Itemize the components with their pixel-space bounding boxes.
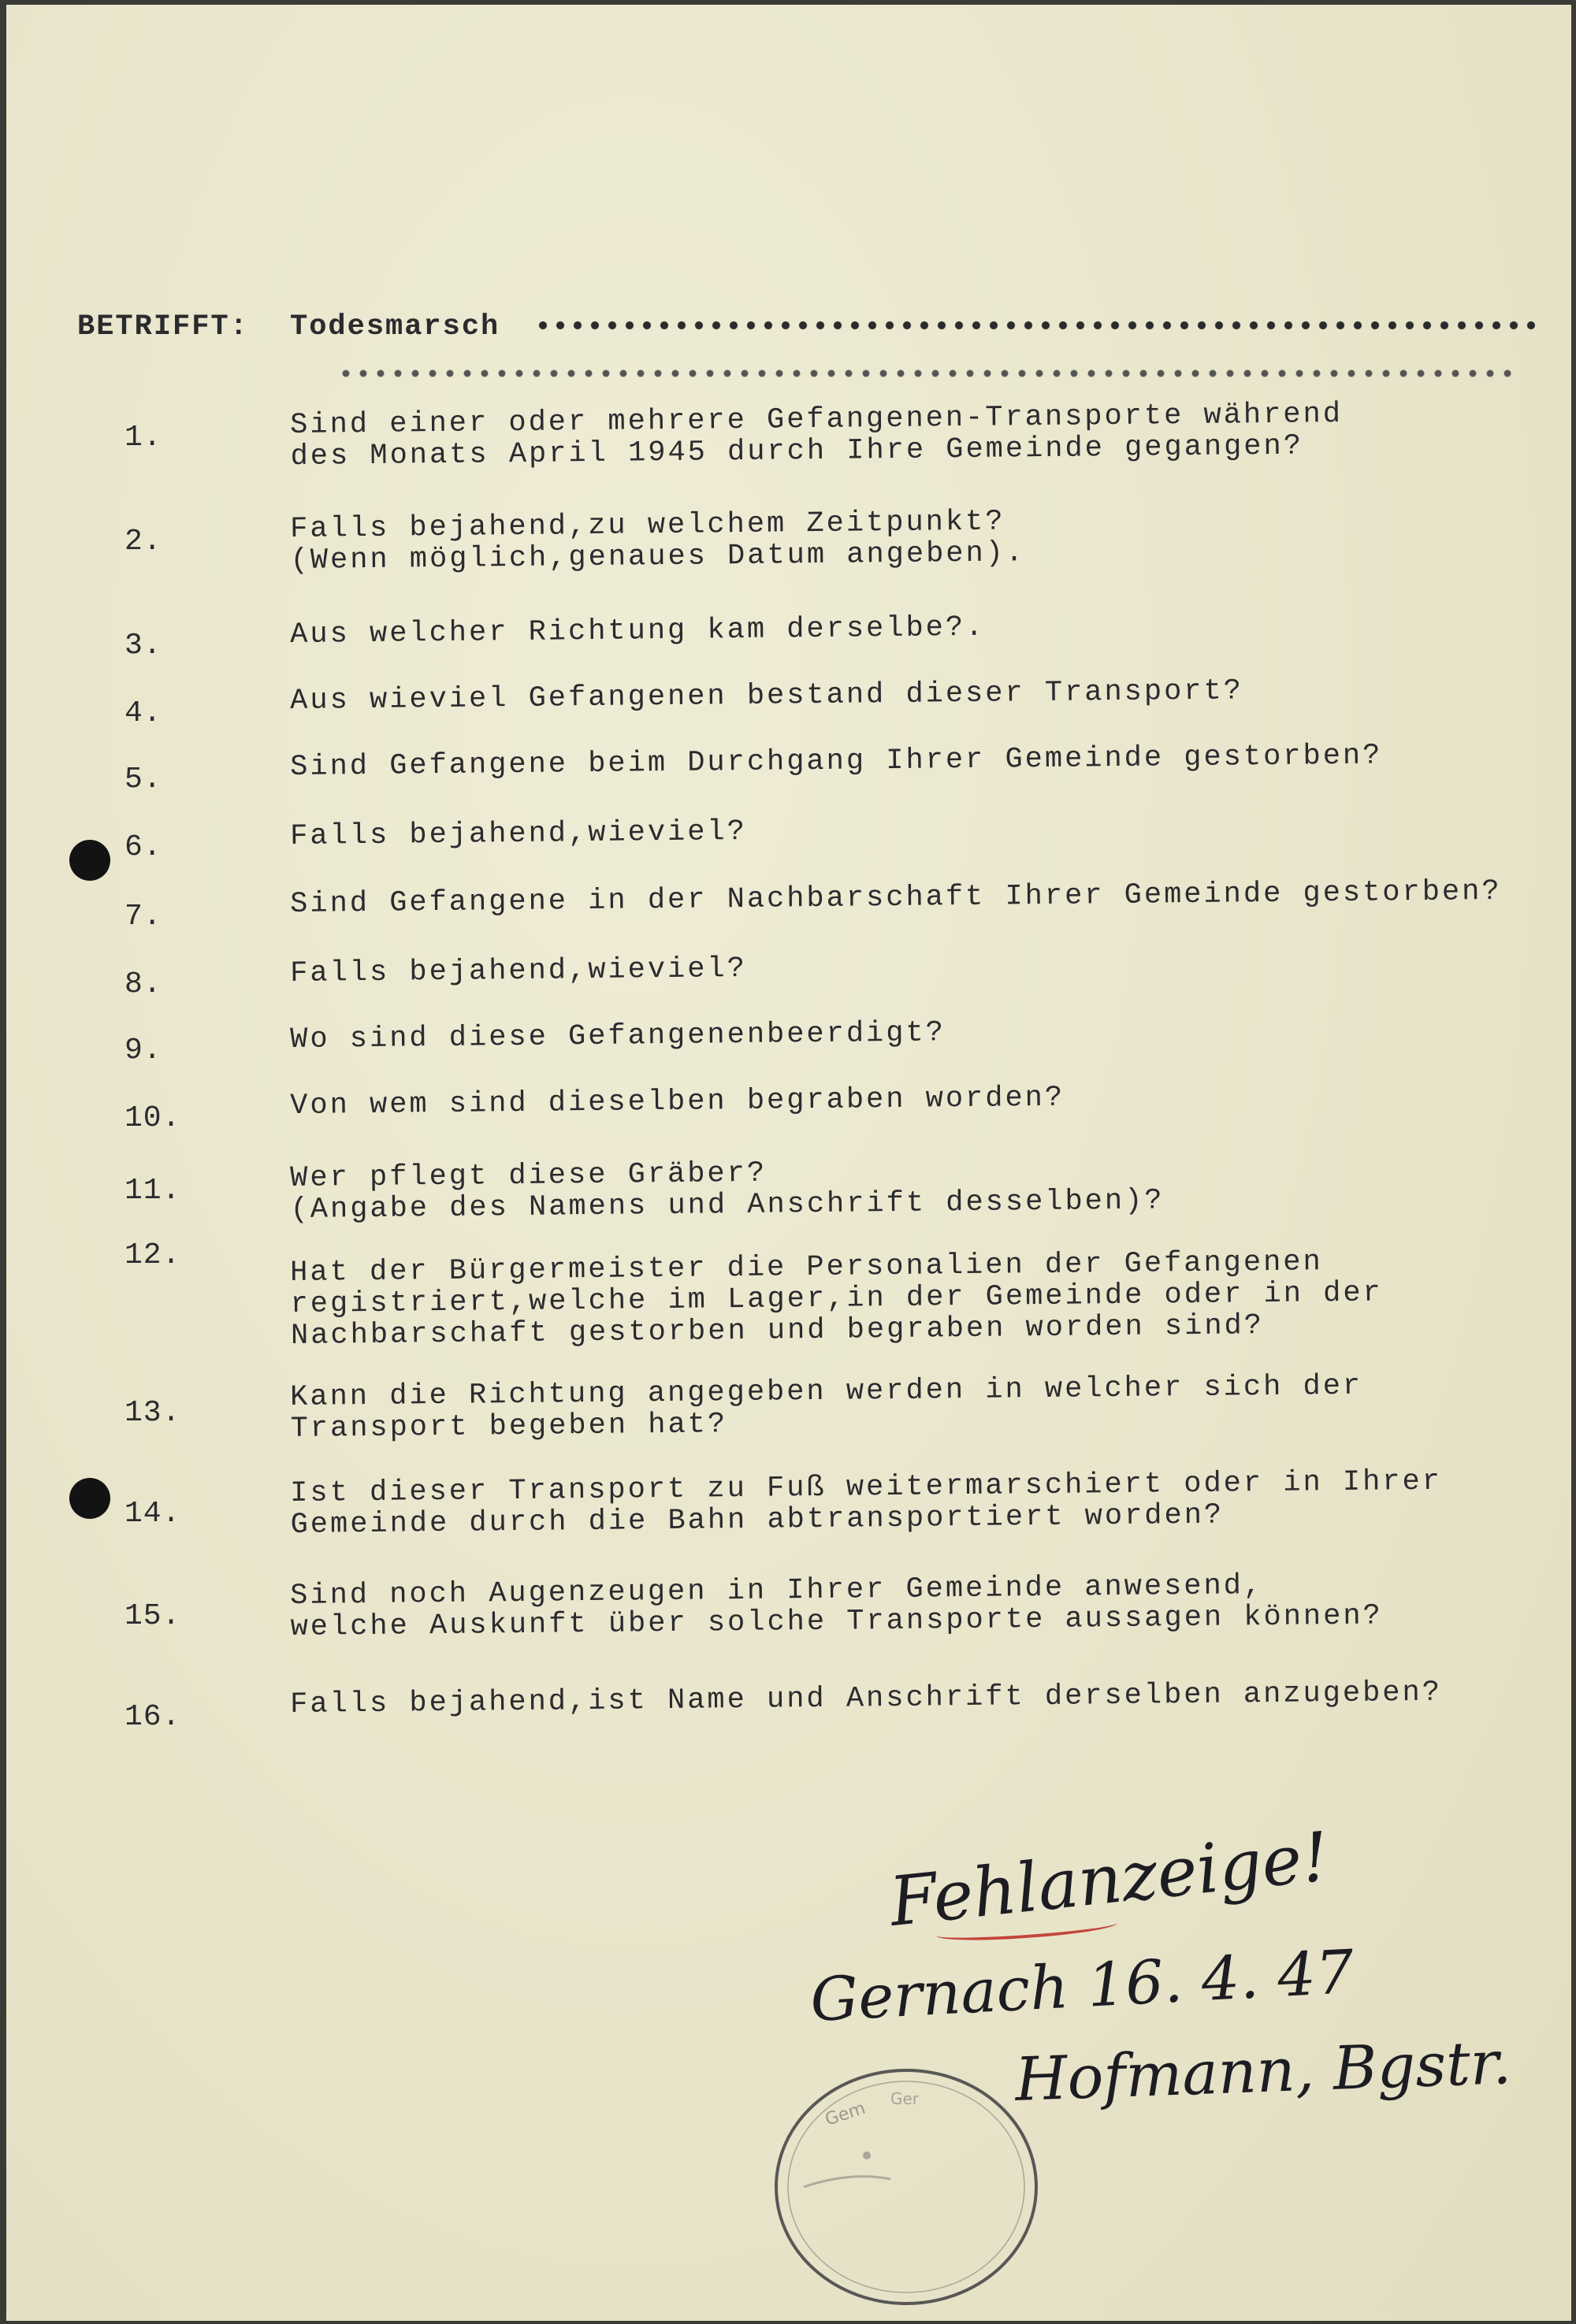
document-page bbox=[6, 5, 1571, 2321]
question-text: Kann die Richtung angegeben werden in welcher sich der Transport begeben hat? bbox=[289, 1369, 1363, 1446]
question-number: 13. bbox=[125, 1396, 181, 1430]
subject-line bbox=[30, 303, 1543, 350]
question-number: 2. bbox=[125, 525, 162, 559]
question-text: Ist dieser Transport zu Fuß weitermarschiert oder in Ihrer Gemeinde durch die Bahn abtransportiert worden? bbox=[289, 1465, 1443, 1542]
question-text: Aus wieviel Gefangenen bestand dieser Transport? bbox=[289, 674, 1244, 718]
subject-label: BETRIFFT: bbox=[77, 310, 249, 343]
subject-text: Todesmarsch bbox=[290, 310, 500, 343]
question-text: Hat der Bürgermeister die Personalien der Gefangenen registriert,welche im Lager,in der Gemeinde oder in der Nachbarschaft gestorben und begraben worden sind? bbox=[289, 1246, 1383, 1353]
question-text: Wo sind diese Gefangenenbeerdigt? bbox=[289, 1016, 946, 1056]
punch-hole-top bbox=[69, 840, 110, 881]
question-number: 15. bbox=[125, 1599, 181, 1633]
question-number: 8. bbox=[125, 967, 162, 1001]
question-number: 12. bbox=[125, 1238, 181, 1272]
official-stamp-seal bbox=[772, 2061, 1048, 2313]
question-number: 16. bbox=[125, 1700, 181, 1734]
question-number: 10. bbox=[125, 1101, 181, 1135]
question-text: Sind Gefangene beim Durchgang Ihrer Gemeinde gestorben? bbox=[289, 739, 1383, 784]
question-number: 5. bbox=[125, 763, 162, 796]
question-number: 11. bbox=[125, 1174, 181, 1208]
question-number: 6. bbox=[125, 830, 162, 864]
question-number: 9. bbox=[125, 1034, 162, 1067]
question-text: Sind noch Augenzeugen in Ihrer Gemeinde anwesend, welche Auskunft über solche Transporte aussagen können? bbox=[289, 1569, 1383, 1644]
question-text: Falls bejahend,wieviel? bbox=[289, 952, 748, 990]
dotted-rule-2 bbox=[337, 369, 1511, 378]
dotted-rule-1 bbox=[534, 320, 1535, 331]
handwritten-signature: Hofmann, Bgstr. bbox=[1013, 2027, 1513, 2114]
svg-text:Ger: Ger bbox=[890, 2089, 920, 2108]
svg-text:Gem: Gem bbox=[823, 2098, 868, 2130]
punch-hole-bottom bbox=[69, 1478, 110, 1519]
question-text: Falls bejahend,zu welchem Zeitpunkt? (Wenn möglich,genaues Datum angeben). bbox=[289, 505, 1026, 577]
question-text: Wer pflegt diese Gräber? (Angabe des Namens und Anschrift desselben)? bbox=[289, 1156, 1165, 1227]
question-text: Falls bejahend,ist Name und Anschrift derselben anzugeben? bbox=[289, 1676, 1443, 1721]
question-number: 7. bbox=[125, 900, 162, 934]
question-text: Aus welcher Richtung kam derselbe?. bbox=[289, 611, 986, 652]
question-text: Falls bejahend,wieviel? bbox=[289, 815, 748, 853]
handwritten-place-date: Gernach 16. 4. 47 bbox=[808, 1936, 1356, 2036]
handwritten-note: Fehlanzeige! bbox=[886, 1817, 1333, 1942]
question-text: Sind einer oder mehrere Gefangenen-Transporte während des Monats April 1945 durch Ihre Gemeinde gegangen? bbox=[289, 398, 1344, 473]
question-text: Von wem sind dieselben begraben worden? bbox=[289, 1081, 1065, 1123]
question-number: 3. bbox=[125, 629, 162, 663]
question-number: 14. bbox=[125, 1497, 181, 1531]
question-number: 4. bbox=[125, 696, 162, 730]
question-text: Sind Gefangene in der Nachbarschaft Ihrer Gemeinde gestorben? bbox=[289, 874, 1502, 921]
question-number: 1. bbox=[125, 421, 162, 455]
